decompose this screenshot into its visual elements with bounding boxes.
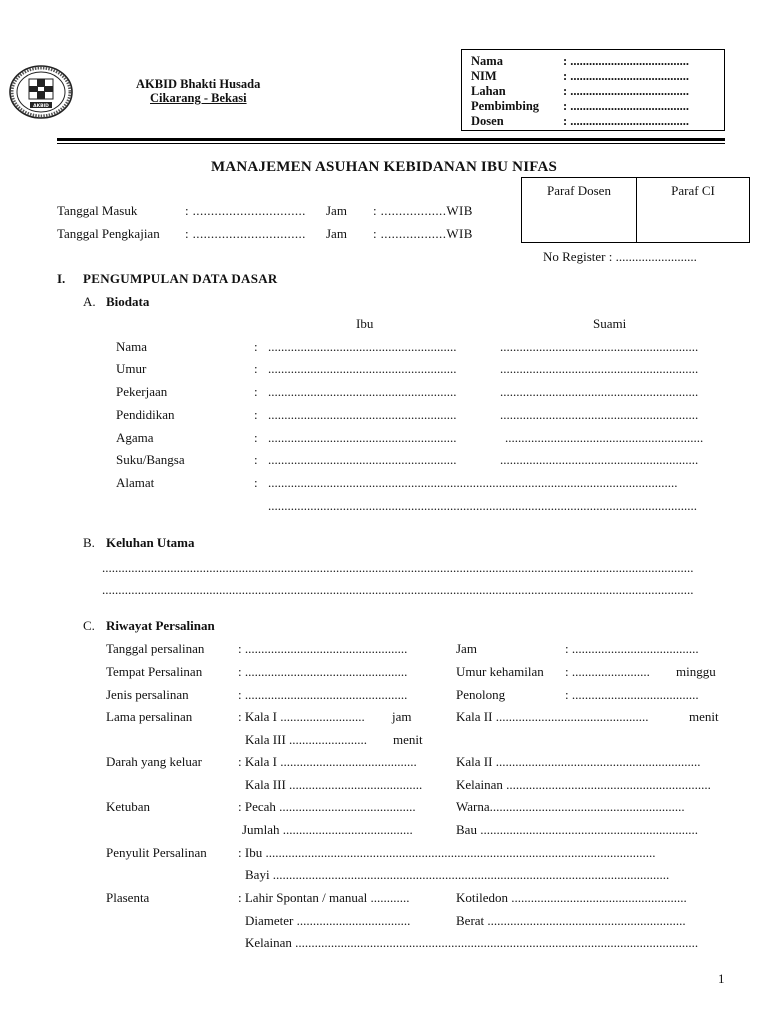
menit-unit: menit xyxy=(689,709,719,724)
keluhan-field-line1[interactable]: ...................................................................................................................................................................................... xyxy=(102,560,694,575)
tempat-persalinan-field[interactable]: : .................................................. xyxy=(238,664,408,679)
riwayat-heading: Riwayat Persalinan xyxy=(106,618,215,633)
tanggal-persalinan-field[interactable]: : .................................................. xyxy=(238,641,408,656)
tanggal-pengkajian-field[interactable]: : ............................... xyxy=(185,226,306,241)
suami-suku-field[interactable]: ............................................................. xyxy=(500,452,699,467)
alamat-field[interactable]: .............................................................................................................................. xyxy=(268,475,678,490)
biodata-label-nama: Nama xyxy=(116,339,148,354)
plasenta-kelainan-field[interactable]: Kelainan ............................................................................................................................ xyxy=(245,935,699,950)
biodata-colon: : xyxy=(254,407,258,422)
biodata-colon: : xyxy=(254,430,258,445)
section-title: PENGUMPULAN DATA DASAR xyxy=(83,271,278,286)
institution-location: Cikarang - Bekasi xyxy=(150,91,247,105)
lama-persalinan-label: Lama persalinan xyxy=(106,709,193,724)
student-field-pembimbing[interactable]: : ...................................... xyxy=(563,99,690,113)
tanggal-persalinan-label: Tanggal persalinan xyxy=(106,641,205,656)
darah-label: Darah yang keluar xyxy=(106,754,203,769)
plasenta-berat-field[interactable]: Berat ............................................................. xyxy=(456,913,686,928)
alamat-field-line2[interactable]: .................................................................................................................................... xyxy=(268,498,697,513)
ketuban-bau-field[interactable]: Bau ................................................................... xyxy=(456,822,698,837)
jam-masuk-field[interactable]: : ..................WIB xyxy=(373,203,473,218)
no-register-field[interactable]: No Register : ......................... xyxy=(543,249,697,264)
header-divider-thin xyxy=(57,143,725,144)
minggu-unit: minggu xyxy=(676,664,716,679)
keluhan-field-line2[interactable]: ...................................................................................................................................................................................... xyxy=(102,582,694,597)
jenis-persalinan-label: Jenis persalinan xyxy=(106,687,189,702)
biodata-label-pendidikan: Pendidikan xyxy=(116,407,175,422)
tempat-persalinan-label: Tempat Persalinan xyxy=(106,664,203,679)
suami-umur-field[interactable]: ............................................................. xyxy=(500,361,699,376)
umur-kehamilan-field[interactable]: : ........................ xyxy=(565,664,650,679)
biodata-colon: : xyxy=(254,452,258,467)
ibu-pekerjaan-field[interactable]: .......................................................... xyxy=(268,384,457,399)
ketuban-jumlah-field[interactable]: Jumlah ........................................ xyxy=(242,822,413,837)
student-label-nim: NIM xyxy=(471,69,497,83)
penyulit-ibu-field[interactable]: : Ibu ........................................................................................................................ xyxy=(238,845,656,860)
ketuban-label: Ketuban xyxy=(106,799,151,814)
darah-kala2-field[interactable]: Kala II ............................................................... xyxy=(456,754,701,769)
biodata-label-suku: Suku/Bangsa xyxy=(116,452,185,467)
student-field-lahan[interactable]: : ...................................... xyxy=(563,84,690,98)
keluhan-heading: Keluhan Utama xyxy=(106,535,195,550)
jam-unit: jam xyxy=(392,709,412,724)
svg-text:AKBID: AKBID xyxy=(33,104,49,109)
page-number: 1 xyxy=(718,971,725,986)
biodata-label-agama: Agama xyxy=(116,430,154,445)
jam-masuk-label: Jam xyxy=(326,203,347,218)
suami-nama-field[interactable]: ............................................................. xyxy=(500,339,699,354)
darah-kala1-field[interactable]: : Kala I .......................................... xyxy=(238,754,417,769)
biodata-heading: Biodata xyxy=(106,294,150,309)
student-label-pembimbing: Pembimbing xyxy=(471,99,540,113)
ibu-pendidikan-field[interactable]: .......................................................... xyxy=(268,407,457,422)
biodata-colon: : xyxy=(254,339,258,354)
student-info-box xyxy=(461,49,725,131)
student-field-nama[interactable]: : ...................................... xyxy=(563,54,690,68)
darah-kelainan-field[interactable]: Kelainan ............................................................... xyxy=(456,777,711,792)
keluhan-letter: B. xyxy=(83,535,95,550)
penyulit-label: Penyulit Persalinan xyxy=(106,845,207,860)
biodata-label-pekerjaan: Pekerjaan xyxy=(116,384,168,399)
biodata-label-umur: Umur xyxy=(116,361,147,376)
suami-agama-field[interactable]: ............................................................. xyxy=(505,430,704,445)
paraf-ci-label: Paraf CI xyxy=(671,183,715,198)
jam-persalinan-field[interactable]: : ....................................... xyxy=(565,641,699,656)
page-title: MANAJEMEN ASUHAN KEBIDANAN IBU NIFAS xyxy=(210,159,558,175)
jam-pengkajian-field[interactable]: : ..................WIB xyxy=(373,226,473,241)
biodata-colon: : xyxy=(254,384,258,399)
biodata-letter: A. xyxy=(83,294,96,309)
jam-persalinan-label: Jam xyxy=(456,641,477,656)
section-number: I. xyxy=(57,271,66,286)
darah-kala3-field[interactable]: Kala III ......................................... xyxy=(245,777,423,792)
header-divider-thick xyxy=(57,138,725,141)
suami-pekerjaan-field[interactable]: ............................................................. xyxy=(500,384,699,399)
jam-pengkajian-label: Jam xyxy=(326,226,347,241)
ibu-umur-field[interactable]: .......................................................... xyxy=(268,361,457,376)
plasenta-lahir-field[interactable]: : Lahir Spontan / manual ............ xyxy=(238,890,410,905)
col-suami-header: Suami xyxy=(593,316,627,331)
plasenta-diameter-field[interactable]: Diameter ................................... xyxy=(245,913,411,928)
ketuban-warna-field[interactable]: Warna............................................................ xyxy=(456,799,685,814)
riwayat-letter: C. xyxy=(83,618,95,633)
col-ibu-header: Ibu xyxy=(356,316,374,331)
student-label-dosen: Dosen xyxy=(471,114,504,128)
ketuban-pecah-field[interactable]: : Pecah .......................................... xyxy=(238,799,416,814)
penyulit-bayi-field[interactable]: Bayi .......................................................................................................................... xyxy=(245,867,670,882)
tanggal-masuk-label: Tanggal Masuk xyxy=(57,203,138,218)
lama-kala3-field[interactable]: Kala III ........................ xyxy=(245,732,368,747)
biodata-label-alamat: Alamat xyxy=(116,475,155,490)
student-field-nim[interactable]: : ...................................... xyxy=(563,69,690,83)
ibu-agama-field[interactable]: .......................................................... xyxy=(268,430,457,445)
umur-kehamilan-label: Umur kehamilan xyxy=(456,664,544,679)
tanggal-pengkajian-label: Tanggal Pengkajian xyxy=(57,226,160,241)
student-field-dosen[interactable]: : ...................................... xyxy=(563,114,690,128)
student-label-lahan: Lahan xyxy=(471,84,506,98)
student-label-nama: Nama xyxy=(471,54,503,68)
biodata-colon: : xyxy=(254,361,258,376)
ibu-suku-field[interactable]: .......................................................... xyxy=(268,452,457,467)
menit-unit: menit xyxy=(393,732,423,747)
plasenta-kotiledon-field[interactable]: Kotiledon ...................................................... xyxy=(456,890,687,905)
paraf-dosen-label: Paraf Dosen xyxy=(547,183,611,198)
penolong-label: Penolong xyxy=(456,687,506,702)
institution-name: AKBID Bhakti Husada xyxy=(136,77,261,91)
biodata-colon: : xyxy=(254,475,258,490)
plasenta-label: Plasenta xyxy=(106,890,150,905)
penolong-field[interactable]: : ....................................... xyxy=(565,687,699,702)
akbid-logo xyxy=(8,64,74,120)
jenis-persalinan-field[interactable]: : .................................................. xyxy=(238,687,408,702)
lama-kala2-field[interactable]: Kala II ............................................... xyxy=(456,709,649,724)
tanggal-masuk-field[interactable]: : ............................... xyxy=(185,203,306,218)
ibu-nama-field[interactable]: .......................................................... xyxy=(268,339,457,354)
lama-kala1-field[interactable]: : Kala I .......................... xyxy=(238,709,365,724)
signature-box xyxy=(521,177,750,243)
suami-pendidikan-field[interactable]: ............................................................. xyxy=(500,407,699,422)
